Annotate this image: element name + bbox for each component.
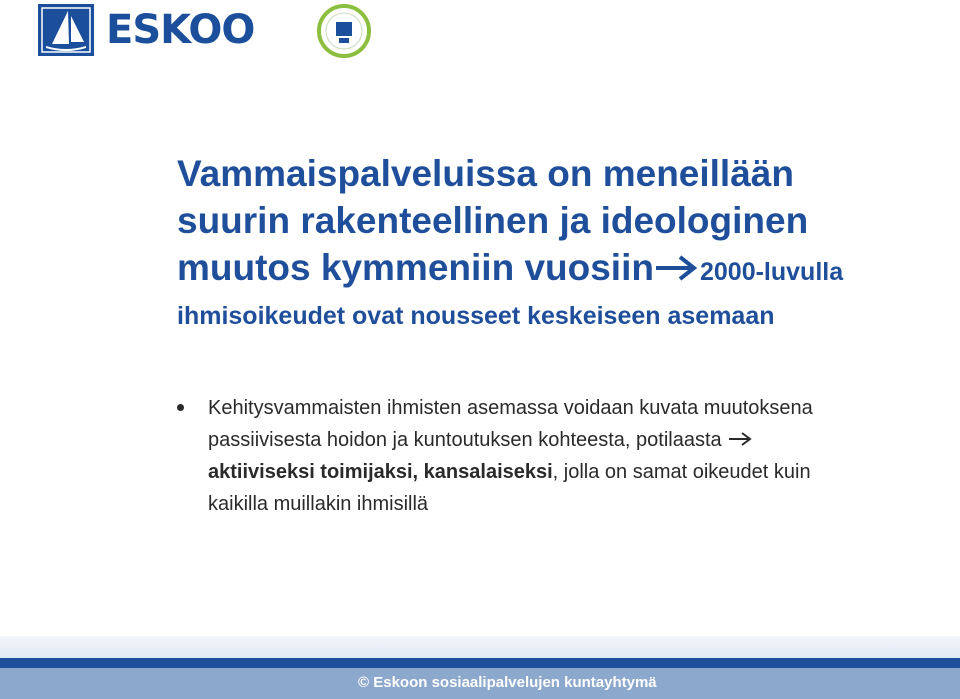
title-line-3-tail: 2000-luvulla	[699, 258, 844, 286]
eskoo-logo	[38, 4, 254, 56]
bullet-line-3-rest: , jolla on samat oikeudet kuin	[552, 461, 811, 483]
bullet-list	[177, 392, 937, 520]
slide-title	[177, 150, 937, 336]
title-line-1: Vammaispalveluissa on meneillään	[177, 153, 794, 194]
bullet-dot-icon	[177, 404, 184, 411]
title-line-2: suurin rakenteellinen ja ideologinen	[177, 200, 809, 241]
bullet-line-2	[208, 424, 937, 456]
bullet-line-3	[208, 456, 937, 488]
title-line-3	[177, 244, 937, 296]
dnv-certification-badge-icon	[312, 4, 376, 58]
title-line-4: ihmisoikeudet ovat nousseet keskeiseen asemaan	[177, 302, 775, 330]
bullet-line-2-text: passiivisesta hoidon ja kuntoutuksen kohteesta, potilaasta	[208, 429, 722, 451]
logo-wordmark: ESKOO	[106, 7, 255, 53]
bullet-line-4: kaikilla muillakin ihmisillä	[208, 493, 429, 515]
bullet-emphasis: aktiiviseksi toimijaksi, kansalaiseksi	[208, 461, 553, 483]
arrow-right-icon	[727, 431, 755, 447]
bullet-line-1: Kehitysvammaisten ihmisten asemassa voidaan kuvata muutoksena	[208, 397, 813, 419]
bullet-item	[208, 392, 937, 520]
sailboat-logo-icon	[38, 4, 94, 56]
footer-stripe	[0, 658, 960, 668]
footer-gradient	[0, 636, 960, 658]
title-line-3-text: muutos kymmeniin vuosiin	[177, 247, 654, 288]
arrow-right-icon	[654, 254, 700, 282]
footer-copyright: © Eskoon sosiaalipalvelujen kuntayhtymä	[358, 674, 657, 691]
slide-header	[0, 0, 960, 70]
